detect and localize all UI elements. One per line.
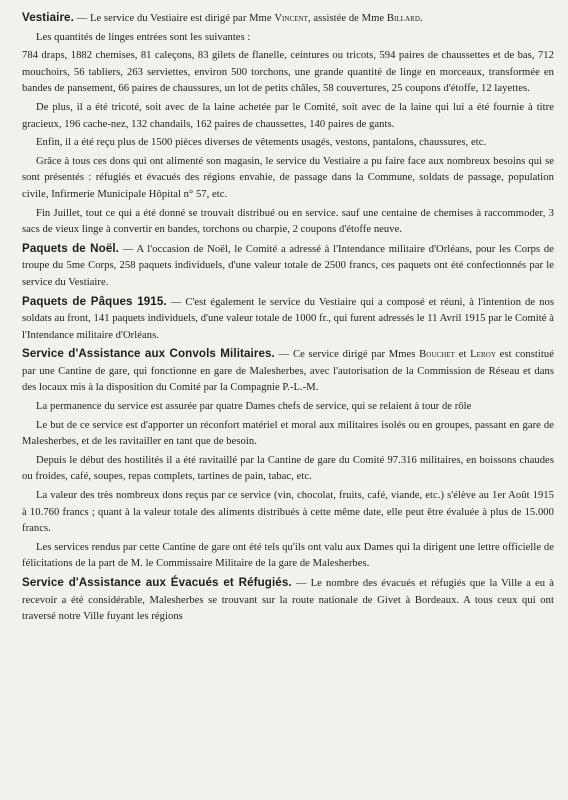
vestiaire-heading: Vestiaire.: [22, 11, 74, 24]
knitted-items-paragraph: De plus, il a été tricoté, soit avec de la laine achetée par le Comité, soit avec de la laine qui lui a été fournie à titre gracieux, 196 cache-nez, 132 chandails, 162 paires de chaussettes, 140 paires de gants.: [22, 101, 554, 130]
end-july-paragraph: Fin Juillet, tout ce qui a été donné se trouvait distribué ou en service. sauf une centaine de chemises à raccommoder, 3 sacs de vieux linge à convertir en bandes, torchons ou charpie, 2 coupons d'étoffe neuve.: [22, 207, 554, 236]
easter-heading: Paquets de Pâques 1915.: [22, 294, 167, 308]
vestiaire-intro-2: , assistée de Mme: [307, 13, 387, 24]
easter-paragraph: [22, 294, 554, 345]
goal-paragraph: Le but de ce service est d'apporter un réconfort matériel et moral aux militaires isolés ou en groupes, passant en gare de Malesherbes, et de les ravitailler en tant que de besoin.: [22, 419, 554, 448]
permanence-paragraph: La permanence du service est assurée par quatre Dames chefs de service, qui se relaient à tour de rôle: [36, 401, 472, 413]
convoys-director-1: Bouchet: [419, 349, 455, 361]
christmas-heading: Paquets de Noël.: [22, 241, 120, 255]
convoys-text: — Ce service dirigé par Mmes: [274, 349, 420, 361]
linen-list-intro: Les quantités de linges entrées sont les suivantes :: [36, 31, 251, 43]
convoys-director-2: Leroy: [470, 349, 496, 361]
convoys-text-2: et: [454, 349, 471, 361]
convoys-paragraph: [22, 346, 554, 397]
supplied-paragraph: Depuis le début des hostilités il a été ravitaillé par la Cantine de gare du Comité 97.316 militaires, en boissons chaudes ou froides, café, soupes, repas complets, tartines de pain, tabac, etc.: [22, 454, 554, 483]
vestiaire-director: Vincent: [274, 13, 308, 24]
donations-paragraph: Grâce à tous ces dons qui ont alimenté son magasin, le service du Vestiaire a pu faire face aux nombreux besoins qui se sont présentés : réfugiés et évacués des régions envahie, de passage dans la Commune, soldats de passage, population civile, Infirmerie Municipale Hôpital n° 57, etc.: [22, 155, 554, 200]
convoys-text-3: est constitué par une Cantine de gare, qui fonctionne en gare de Malesherbes, avec l'autorisation de la Commission de Réseau et dans des locaux mis à la disposition du Comité par la Compagnie P.-L.-M.: [22, 349, 554, 394]
vestiaire-paragraph: [22, 10, 554, 28]
used-clothes-paragraph: Enfin, il a été reçu plus de 1500 pièces diverses de vêtements usagés, vestons, pantalons, chaussures, etc.: [36, 137, 487, 149]
easter-text: — C'est également le service du Vestiaire qui a composé et réuni, à l'intention de nos soldats au front, 141 paquets individuels, d'une valeur totale de 1000 fr., qui furent adressés le 11 Avril 1915 par le Comité à l'Intendance militaire d'Orléans.: [22, 296, 554, 341]
christmas-text: — A l'occasion de Noël, le Comité a adressé à l'Intendance militaire d'Orléans, pour les Corps de troupe du 5me Corps, 258 paquets individuels, d'une valeur totale de 2500 francs, ces paquets ont été confectionnés par le service du Vestiaire.: [22, 243, 554, 288]
vestiaire-intro-end: .: [419, 13, 423, 24]
christmas-paragraph: [22, 241, 554, 292]
vestiaire-intro: — Le service du Vestiaire est dirigé par Mme: [73, 13, 275, 24]
convoys-heading: Service d'Assistance aux Convols Militaires.: [22, 347, 275, 361]
value-paragraph: La valeur des très nombreux dons reçus par ce service (vin, chocolat, fruits, café, viande, etc.) s'élève au 1er Août 1915 à 10.760 francs ; quant à la valeur totale des aliments distribués à cette même date, elle peut être évaluée à plus de 15.000 francs.: [22, 490, 554, 535]
evacuees-heading: Service d'Assistance aux Évacués et Réfugiés.: [22, 576, 292, 589]
vestiaire-assistant: Billard: [386, 13, 420, 24]
services-paragraph: Les services rendus par cette Cantine de gare ont été tels qu'ils ont valu aux Dames qui la dirigent une lettre officielle de félicitations de la part de M. le Commissaire Militaire de la gare de Malesherbes.: [22, 541, 554, 570]
evacuees-text: — Le nombre des évacués et réfugiés que la Ville a eu à recevoir a été considérable, Malesherbes se trouvant sur la route nationale de Givet à Bordeaux. A tous ceux qui ont traversé notre Ville fuyant les régions: [22, 578, 555, 623]
evacuees-paragraph: [22, 575, 554, 626]
linen-list: 784 draps, 1882 chemises, 81 caleçons, 83 gilets de flanelle, ceintures ou tricots, 594 paires de chaussettes et de bas, 712 mouchoirs, 56 tabliers, 263 serviettes, environ 500 torchons, une grande quantité de linge en morceaux, transformée en bandes de pansement, 66 paires de chaussures, un lot de petits châles, 58 couvertures, 25 coupons d'étoffe, 12 layettes.: [22, 50, 554, 95]
